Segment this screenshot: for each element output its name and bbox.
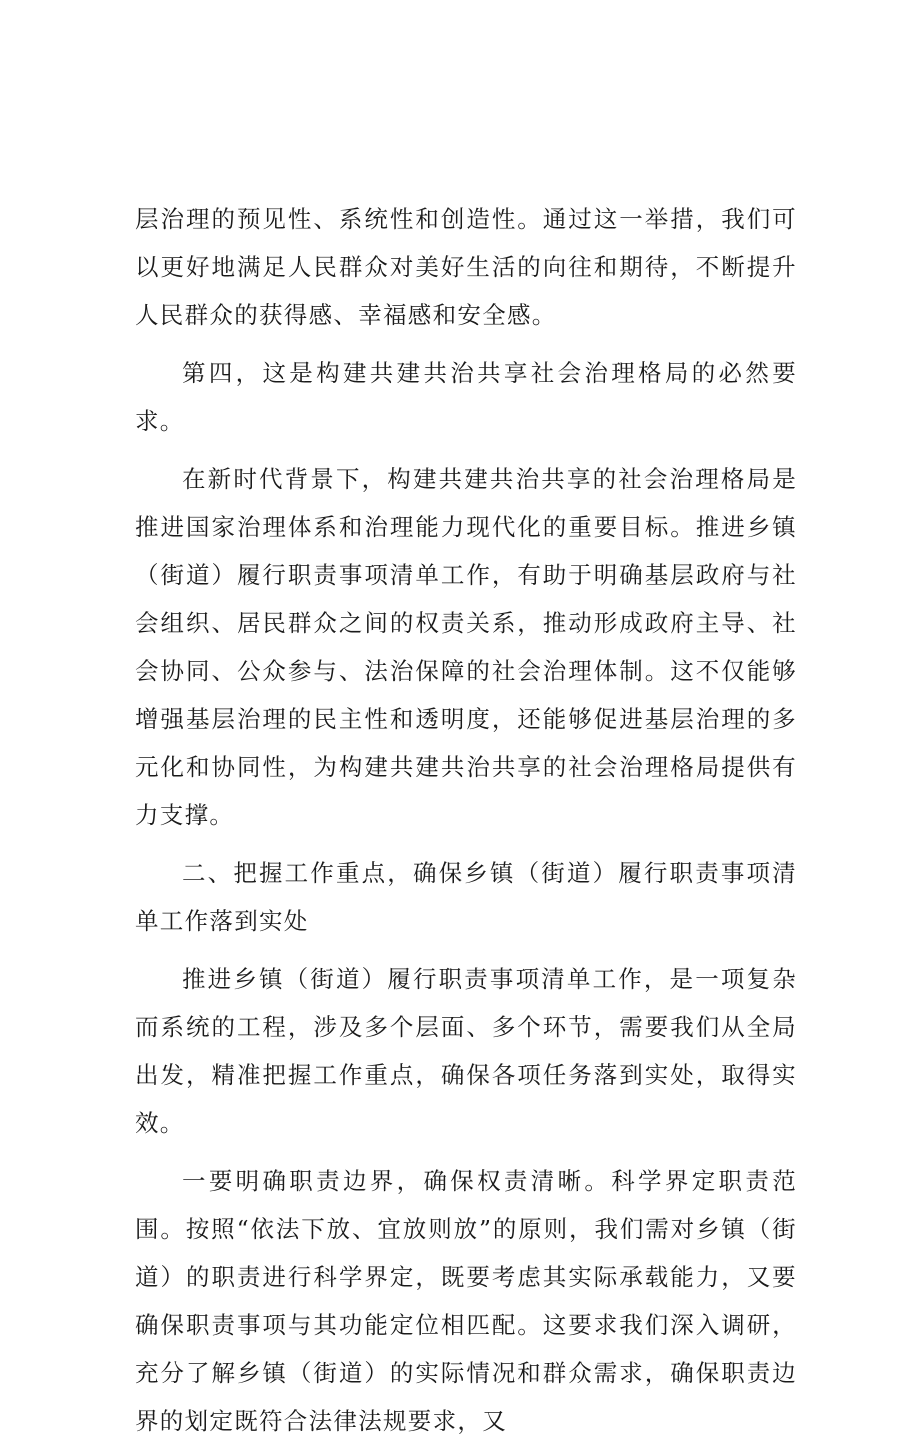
paragraph-continuation: 层治理的预见性、系统性和创造性。通过这一举措，我们可以更好地满足人民群众对美好生活的向往和期待，不断提升人民群众的获得感、幸福感和安全感。 [135,205,797,329]
paragraph-first-requirement: 一要明确职责边界，确保权责清晰。科学界定职责范围。按照“依法下放、宜放则放”的原则，我们需对乡镇（街道）的职责进行科学界定，既要考虑其实际承载能力，又要确保职责事项与其功能定位相匹配。这要求我们深入调研，充分了解乡镇（街道）的实际情况和群众需求，确保职责边界的划定既符合法律法规要求，又 [135,1167,797,1435]
paragraph-point-four-body: 在新时代背景下，构建共建共治共享的社会治理格局是推进国家治理体系和治理能力现代化的重要目标。推进乡镇（街道）履行职责事项清单工作，有助于明确基层政府与社会组织、居民群众之间的权责关系，推动形成政府主导、社会协同、公众参与、法治保障的社会治理体制。这不仅能够增强基层治理的民主性和透明度，还能够促进基层治理的多元化和协同性，为构建共建共治共享的社会治理格局提供有力支撑。 [135,465,797,829]
paragraph-section-two-intro: 推进乡镇（街道）履行职责事项清单工作，是一项复杂而系统的工程，涉及多个层面、多个环节，需要我们从全局出发，精准把握工作重点，确保各项任务落到实处，取得实效。 [135,965,797,1137]
paragraph-point-four-heading: 第四，这是构建共建共治共享社会治理格局的必然要求。 [135,359,797,435]
section-two-heading: 二、把握工作重点，确保乡镇（街道）履行职责事项清单工作落到实处 [135,859,797,935]
document-body [135,195,797,1455]
